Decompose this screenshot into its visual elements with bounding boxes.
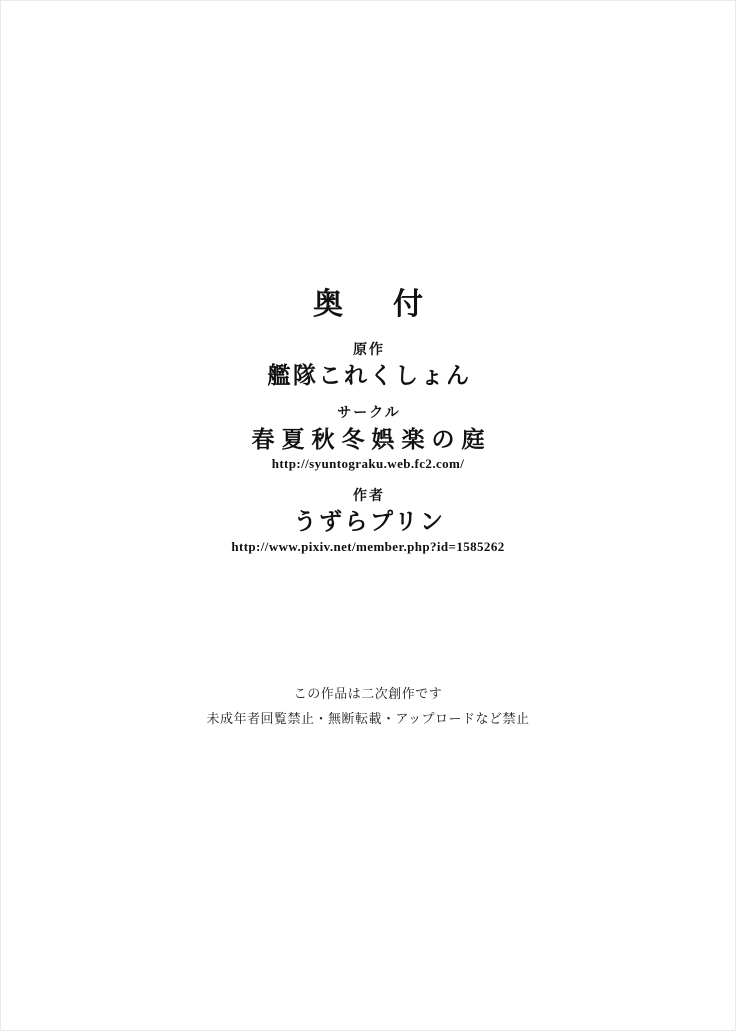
notice-line-restrictions: 未成年者回覧禁止・無断転載・アップロードなど禁止 bbox=[206, 711, 530, 727]
credit-label-author: 作者 bbox=[353, 488, 385, 505]
credit-entry-circle bbox=[0, 404, 736, 473]
page-title: 奥 付 bbox=[313, 287, 433, 322]
credit-label-original-work: 原作 bbox=[353, 341, 385, 358]
credit-entry-author bbox=[0, 487, 736, 556]
credit-value-original-work: 艦隊これくしょん bbox=[267, 362, 472, 389]
notice-line-derivative-work: この作品は二次創作です bbox=[293, 687, 443, 702]
credit-value-circle: 春夏秋冬娯楽の庭 bbox=[251, 426, 492, 453]
notice-block bbox=[0, 683, 736, 732]
credit-label-circle: サークル bbox=[337, 405, 401, 422]
credit-url-author[interactable]: http://www.pixiv.net/member.php?id=1585262 bbox=[231, 539, 505, 555]
credit-entry-original-work bbox=[0, 341, 736, 391]
credit-value-author: うずらプリン bbox=[293, 509, 446, 536]
colophon-block bbox=[0, 288, 736, 570]
credit-url-circle[interactable]: http://syuntograku.web.fc2.com/ bbox=[271, 456, 465, 472]
